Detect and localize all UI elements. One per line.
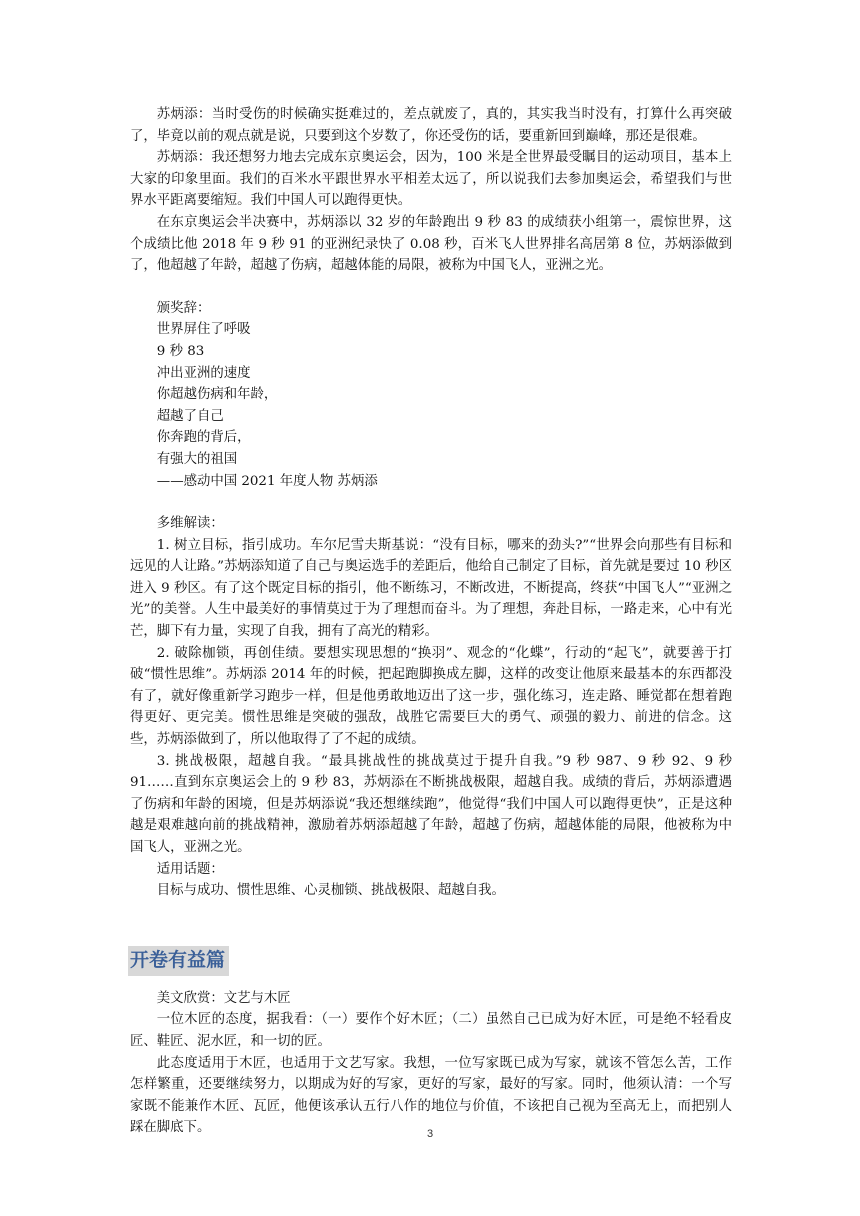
essay-paragraph: 一位木匠的态度，据我看：（一）要作个好木匠；（二）虽然自己已成为好木匠，可是绝不轻看皮匠、鞋匠、泥水匠，和一切的匠。 bbox=[130, 1012, 732, 1049]
award-line: 有强大的祖国 bbox=[156, 451, 238, 467]
award-line: 9 秒 83 bbox=[156, 343, 205, 359]
analysis-point: 2. 破除枷锁，再创佳绩。要想实现思想的“换羽”、观念的“化蝶”，行动的“起飞”，就要善于打破“惯性思维”。苏炳添 2014 年的时候，把起跑脚换成左脚，这样的改变让他原来最基本的东西都没有了，就好像重新学习跑步一样，但是他勇敢地迈出了这一步，强化练习，连走路、睡觉都在想着跑得更好、更完美。惯性思维是突破的强敌，战胜它需要巨大的勇气、顽强的毅力、前进的信念。这些，苏炳添做到了，所以他取得了了不起的成绩。 bbox=[130, 645, 732, 748]
analysis-point: 1. 树立目标，指引成功。车尔尼雪夫斯基说：“没有目标，哪来的劲头?”“世界会向那些有目标和远见的人让路。”苏炳添知道了自己与奥运选手的差距后，他给自己制定了目标，首先就是要过 10 秒区进入 9 秒区。有了这个既定目标的指引，他不断练习，不断改进，不断提高，终获“中国飞人”“亚洲之光”的美誉。人生中最美好的事情莫过于为了理想而奋斗。为了理想，奔赴目标，一路走来，心中有光芒，脚下有力量，实现了自我，拥有了高光的精彩。 bbox=[130, 537, 732, 640]
award-line: 世界屏住了呼吸 bbox=[156, 322, 251, 338]
award-attribution: ——感动中国 2021 年度人物 苏炳添 bbox=[156, 473, 378, 489]
award-line: 你超越伤病和年龄， bbox=[156, 387, 278, 403]
interview-paragraph: 苏炳添：我还想努力地去完成东京奥运会，因为，100 米是全世界最受瞩目的运动项目，基本上大家的印象里面。我们的百米水平跟世界水平相差太远了，所以说我们去参加奥运会，希望我们与世界水平距离要缩短。我们中国人可以跑得更快。 bbox=[130, 150, 732, 209]
analysis-heading: 多维解读： bbox=[156, 516, 224, 532]
award-heading: 颁奖辞： bbox=[156, 300, 211, 316]
page-content bbox=[130, 104, 732, 1139]
result-paragraph: 在东京奥运会半决赛中，苏炳添以 32 岁的年龄跑出 9 秒 83 的成绩获小组第一，震惊世界，这个成绩比他 2018 年 9 秒 91 的亚洲纪录快了 0.08 秒，百米飞人世界排名高居第 8 位，苏炳添做到了，他超越了年龄，超越了伤病，超越体能的局限，被称为中国飞人，亚洲之光。 bbox=[130, 214, 732, 274]
section-title: 开卷有益篇 bbox=[128, 946, 229, 976]
page-number: 3 bbox=[426, 1128, 434, 1140]
analysis-section bbox=[130, 513, 732, 859]
award-citation bbox=[130, 298, 732, 492]
award-line: 你奔跑的背后， bbox=[156, 430, 251, 446]
award-line: 超越了自己 bbox=[156, 408, 224, 424]
essay-title: 美文欣赏：文艺与木匠 bbox=[156, 990, 291, 1006]
topics-text: 目标与成功、惯性思维、心灵枷锁、挑战极限、超越自我。 bbox=[156, 883, 505, 899]
analysis-point: 3. 挑战极限，超越自我。“最具挑战性的挑战莫过于提升自我。”9 秒 987、9 秒 92、9 秒 91……直到东京奥运会上的 9 秒 83，苏炳添在不断挑战极限，超越自我。成绩的背后，苏炳添遭遇了伤病和年龄的困境，但是苏炳添说“我还想继续跑”，他觉得“我们中国人可以跑得更快”，正是这种越是艰难越向前的挑战精神，激励着苏炳添超越了年龄，超越了伤病，超越体能的局限，他被称为中国飞人，亚洲之光。 bbox=[130, 753, 732, 855]
essay-paragraph: 此态度适用于木匠，也适用于文艺写家。我想，一位写家既已成为写家，就该不管怎么苦，工作怎样繁重，还要继续努力，以期成为好的写家，更好的写家，最好的写家。同时，他须认清：一个写家既不能兼作木匠、瓦匠，他便该承认五行八作的地位与价值，不该把自己视为至高无上，而把别人踩在脚底下。 bbox=[130, 1055, 732, 1136]
topics-heading: 适用话题： bbox=[156, 861, 224, 877]
award-line: 冲出亚洲的速度 bbox=[156, 365, 251, 381]
interview-paragraph: 苏炳添：当时受伤的时候确实挺难过的，差点就废了，真的，其实我当时没有，打算什么再突破了，毕竟以前的观点就是说，只要到这个岁数了，你还受伤的话，要重新回到巅峰，那还是很难。 bbox=[130, 107, 732, 144]
